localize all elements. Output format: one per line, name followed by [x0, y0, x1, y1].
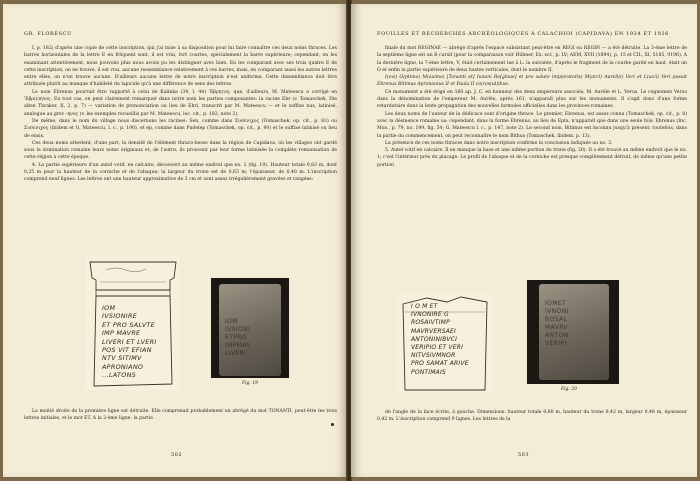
body-text — [377, 45, 687, 260]
page-number: 502 — [171, 452, 183, 458]
paragraph: Ce monument a été érigé en 160 ap. J. C. en honneur des deux empereurs associés, M. Aurèle et L. Verus. Le cognomen Verus dans la dénomination de l'empereur M. Aurèle, après 161, n'apparaît plus sur les monuments. Il s'agit donc d'une forme retardataire dans la lente propagation des nouvelles formules officielles dans les provinces romaines. — [377, 89, 687, 110]
paragraph: De même, dans le nom du village nous discernons les racines: Sen, comme dans Συσενιχος (Tomaschek, op. cit., p. 83) ou Συσενιχος (ibidem et G. Mateescu, l. c., p. 190), et ep, comme dans Pudelep (Tomaschek, op. cit., p. 90) et le suffixe latinisé ou lieu de ensis. — [24, 118, 337, 139]
page-mark — [331, 423, 334, 426]
altar-photograph — [527, 280, 619, 384]
inscription-line: NTV SITIMV — [102, 354, 142, 363]
paragraph: 4. La partie supérieure d'un autel votif, en calcaire, découvert au même endroit que no. 2 (fig. 19). Hauteur totale 0,83 m, dont 0,25 m pour la hauteur de la corniche et de l'abaque; la largeur du trone est de 0,63 m; l'épaisseur, de 0,40 m. L'inscription comprend neuf lignes. Les lettres ont une hauteur approximative de 3 cm et sont assez irrégulièrement gravées et rangées: — [24, 162, 337, 183]
paragraph: de l'angle de la face écrite, à gauche. Dimensions: hauteur totale 0,60 m, hauteur du trone 0,42 m, largeur 0,46 m, épaisseur 0,42 m. L'inscription comprend 9 lignes. Les lettres de la — [377, 410, 687, 423]
figure-caption: Fig. 20 — [560, 387, 578, 392]
inscription-line: VERIPIO ET VERI — [411, 344, 464, 352]
page-number: 503 — [518, 452, 530, 458]
photo-carving-texture: IOM IVSIONI ETPRO IMPMAV LIVERI — [225, 318, 251, 357]
paragraph: I(ovi) O(ptimo) M(aximo) [Tonanti et] Iunoni Re[ginae] et pro salute imp(eratoris) M(arci) Aureli(i) Veri et L(ucii) Veri posuit Ebrenus Bitimus Apronianus II et Paula II co(n)s(ul)ibus. — [377, 75, 687, 88]
running-header: GR. FLORESCU — [24, 31, 72, 37]
drawing-inscription-text — [102, 304, 168, 380]
inscription-line: ...LATONS — [102, 371, 137, 380]
inscription-line: ET PRO SALVTE — [102, 320, 156, 329]
paragraph: La présence de ces noms thraces dans notre inscription confirme la conclusion indiquée au no. 3. — [385, 140, 613, 146]
body-text — [24, 45, 337, 264]
inscription-line: PONTIMAIS — [411, 368, 446, 376]
inscription-line: APRONIANO — [102, 362, 144, 371]
right-page — [351, 4, 697, 477]
inscription-line: I O M ET — [411, 303, 438, 310]
running-header: FOUILLES ET RECHERCHES ARCHÉOLOGIQUES À CALACHIOI (CAPIDAVA) EN 1924 ET 1926 — [377, 31, 669, 37]
paragraph: La moitié droite de la première ligne est détruite. Elle comprenait probablement un abrégé du mot TONANTI, peut-être les trois lettres initiales, et le mot ET. A la 2-ème ligne, la partie — [24, 409, 337, 422]
paragraph: 5. Autel votif en calcaire. Il en manque la base et une infime portion du trone (fig. 20). Il a été trouvé au même endroit que le no. 1; c'est l'intérieur près du placage. Le profil de l'abaque et de la corniche est presque complètement détruit, de même qu'une petite portion — [377, 148, 687, 168]
drawing-inscription-text — [411, 303, 487, 377]
inscription-line: POS VIT EFIAN — [102, 346, 152, 355]
inscription-line: IMP MAVRE — [102, 329, 141, 338]
inscription-drawing — [86, 256, 180, 390]
inscription-line: ROSAIVTIMP — [411, 319, 450, 327]
paragraph: Les deux noms de l'auteur de la dédicace sont d'origine thrace. Le premier, Ebrenus, est assez connu (Tomaschek, op. cit., p. 8) avec la désinence romaine us; cependant, dans la forme Ebrenus, au lieu de Epta, n'apparaît que dans une seule fois: Ebrenus (Inc. Mus., p. 79, no. 199, fig. 54; G. Mateescu l. c., p. 147, note 2). Le second nom, Bitimus est inconnu jusqu'à présent; toutefois, dans la partie du commencement, on peut reconnaître le nom Bithus (Tomaschek, ibidem, p. 13). — [377, 111, 687, 139]
paragraph: Ces deux noms attestent, d'une part, la densité de l'élément thraco-besse dans la région de Capidava, où les villages ont gardé sous la domination romaine leurs noms originaux et, de l'autre, ils prouvent par leur forme latinisée la complète romanisation de cette région à cette époque. — [24, 140, 337, 161]
inscription-line: LIVERI ET LVERI — [102, 337, 157, 346]
inscription-drawing — [397, 294, 493, 392]
inscription-line: NITVSIVMNOR — [411, 352, 456, 360]
body-text-bottom — [24, 408, 337, 438]
inscription-line: IVSIONIRE — [102, 312, 138, 321]
inscription-line: IOM — [102, 304, 116, 312]
photo-carving-texture: IOMET IVNONI ROSAL MAVRV ANTON VERIPI — [545, 300, 569, 347]
altar-photograph — [211, 278, 289, 378]
inscription-line: IVNONIRE G — [411, 311, 449, 319]
inscription-line: MAVRVERSAEI — [411, 327, 456, 335]
left-page — [3, 4, 347, 477]
body-text-bottom — [377, 409, 687, 439]
figure-caption: Fig. 19 — [241, 381, 259, 386]
paragraph: Le nom Ebrenus pourrait être rapporté à celui de Kalinka (34, I, 44) 'Εβρητος; que, d'ailleurs, M. Mateescu a corrigé en 'Εβρ(ε)ητος. En tout cas, on peut clairement remarquer dans notre nom les parties composantes: la racine Ebr (v. Tomaschek, Die alten Thraker, II, 2, p. 7) — variation de prononciation ou lieu de Ebri, transcrit par M. Mateescu — et le suffixe nus, latinisé, analogue au grec -ηνος (v. les exemples recueillis par M. Mateescu, loc. cit., p. 182, note 2). — [24, 89, 337, 117]
paragraph: I, p. 182) d'après une copie de cette inscription, qui j'ai mise à sa disposition pour lui faire connaître ces deux noms thraces. Les barres horizontales de la lettre E en fréquent sont, il est vrai, fort courtes, spécialement la barre supérieure; cependant, en les examinant attentivement, nous pouvons plus nous avons pu les distinguer avec bien. En les comparant avec ses trois quatre E de cette inscription, on ne trouve, il est vrai, aucune ressemblance relativement à ces barres, mais, en comparant aussi les autres lettres entre elles, on n'en trouve aucune. D'ailleurs aucune lettre de notre inscription n'est uniforme. Cette dissemblance doit être attribuée plutôt au manque d'habileté du lapicide qu'à une différence de sens des lettres. — [24, 46, 337, 88]
inscription-line: ANTONINIBVCI — [411, 335, 458, 343]
paragraph: finale du mot REGINAE — abrégé d'après l'espace subsistant peut-être en REGI ou REGIN — a été détruite. La 3-ème lettre de la septième ligne est un B cursif (pour la comparaison voir Hübner, Ex. scr., p. LV; AEM, XVII (1894), p. 15 et CIL, XI, 5185, 9196). A la dernière ligne, la 7-ème lettre, V, était certainement lue à L: la suivante, d'après le fragment de la courbe gardé en haut, était un O et enfin la partie supérieure de deux hastes verticales, dont le nombre II. — [377, 46, 687, 73]
inscription-line: PRO SAMAT ARIVE — [411, 360, 469, 368]
